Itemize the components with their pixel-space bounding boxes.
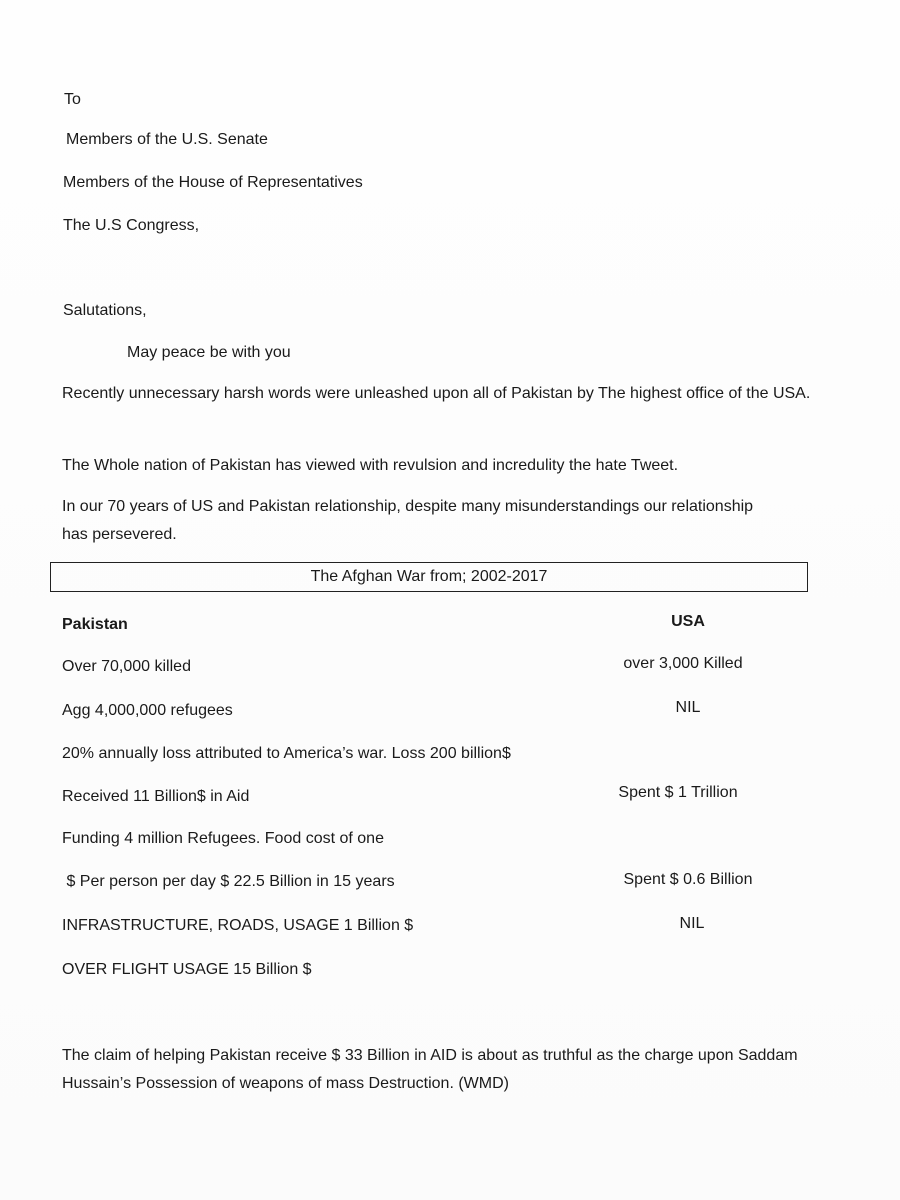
table-row-right: NIL [679,915,705,932]
table-row-left: Agg 4,000,000 refugees [62,702,233,719]
recipient-senate: Members of the U.S. Senate [66,131,268,148]
table-row-left: OVER FLIGHT USAGE 15 Billion $ [62,961,312,978]
greeting: May peace be with you [127,344,291,361]
table-row-left: Over 70,000 killed [62,658,191,675]
table-title: The Afghan War from; 2002-2017 [310,568,548,585]
pakistan-header: Pakistan [62,616,128,633]
paragraph-2: The Whole nation of Pakistan has viewed with revulsion and incredulity the hate Tweet. [62,457,679,474]
table-row-left: 20% annually loss attributed to America’s war. Loss 200 billion$ [62,745,511,762]
table-row-left: Received 11 Billion$ in Aid [62,788,250,805]
table-row-right: NIL [675,699,701,716]
usa-header: USA [671,613,705,630]
recipient-congress: The U.S Congress, [63,217,200,234]
table-row-right: Spent $ 0.6 Billion [623,871,753,888]
table-row-left: Funding 4 million Refugees. Food cost of one [62,830,384,847]
recipient-house: Members of the House of Representatives [63,174,363,191]
paragraph-1: Recently unnecessary harsh words were unleashed upon all of Pakistan by The highest office of the USA. [62,385,811,402]
paragraph-3: In our 70 years of US and Pakistan relationship, despite many misunderstandings our relationship has persevered. [62,498,754,543]
table-row-left: $ Per person per day $ 22.5 Billion in 15 years [62,873,395,890]
table-row-right: Spent $ 1 Trillion [618,784,738,801]
closing-paragraph: The claim of helping Pakistan receive $ 33 Billion in AID is about as truthful as the charge upon Saddam Hussain’s Possession of weapons of mass Destruction. (WMD) [62,1047,798,1092]
to-label: To [64,91,81,108]
table-title-box [50,562,808,592]
salutation: Salutations, [63,302,147,319]
table-row-right: over 3,000 Killed [623,655,743,672]
table-row-left: INFRASTRUCTURE, ROADS, USAGE 1 Billion $ [62,917,414,934]
